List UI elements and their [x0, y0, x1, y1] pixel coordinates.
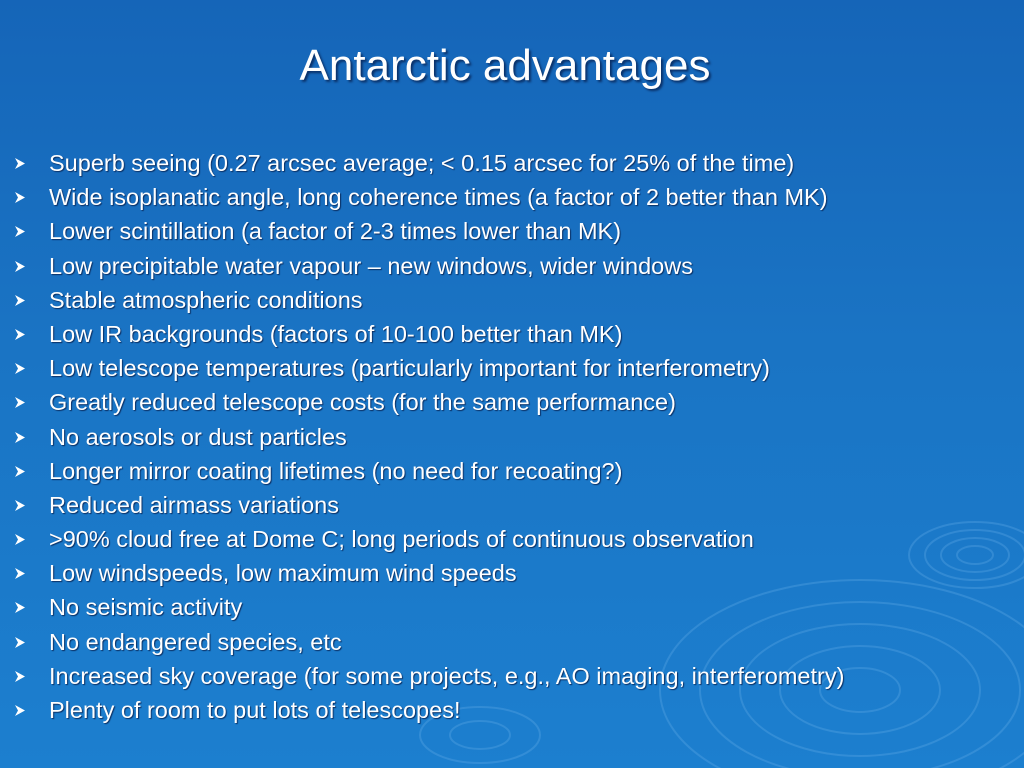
arrowhead-bullet-icon — [14, 146, 28, 180]
bullet-item — [14, 180, 1018, 214]
bullet-item — [14, 590, 1018, 624]
bullet-text: Greatly reduced telescope costs (for the same performance) — [49, 389, 676, 416]
bullet-text: Reduced airmass variations — [49, 491, 339, 518]
bullet-text: Low IR backgrounds (factors of 10-100 better than MK) — [49, 320, 623, 347]
arrowhead-bullet-icon — [14, 522, 28, 556]
bullet-item — [14, 693, 1018, 727]
bullet-list — [14, 146, 1018, 727]
arrowhead-bullet-icon — [14, 625, 28, 659]
bullet-text: No aerosols or dust particles — [49, 423, 347, 450]
arrowhead-bullet-icon — [14, 385, 28, 419]
arrowhead-bullet-icon — [14, 317, 28, 351]
bullet-text: Lower scintillation (a factor of 2-3 times lower than MK) — [49, 218, 622, 245]
bullet-text: No endangered species, etc — [49, 628, 342, 655]
bullet-item — [14, 351, 1018, 385]
bullet-text: Longer mirror coating lifetimes (no need for recoating?) — [49, 457, 623, 484]
bullet-item — [14, 625, 1018, 659]
bullet-text: Wide isoplanatic angle, long coherence times (a factor of 2 better than MK) — [49, 184, 828, 211]
arrowhead-bullet-icon — [14, 659, 28, 693]
bullet-item — [14, 659, 1018, 693]
arrowhead-bullet-icon — [14, 180, 28, 214]
arrowhead-bullet-icon — [14, 249, 28, 283]
bullet-text: >90% cloud free at Dome C; long periods of continuous observation — [49, 526, 754, 553]
bullet-text: Low precipitable water vapour – new windows, wider windows — [49, 252, 693, 279]
bullet-text: Increased sky coverage (for some projects, e.g., AO imaging, interferometry) — [49, 662, 845, 689]
bullet-item — [14, 283, 1018, 317]
bullet-item — [14, 385, 1018, 419]
arrowhead-bullet-icon — [14, 556, 28, 590]
bullet-item — [14, 214, 1018, 248]
bullet-text: Low telescope temperatures (particularly important for interferometry) — [49, 355, 770, 382]
bullet-text: Plenty of room to put lots of telescopes! — [49, 697, 461, 723]
bullet-item — [14, 522, 1018, 556]
arrowhead-bullet-icon — [14, 351, 28, 385]
bullet-item — [14, 317, 1018, 351]
arrowhead-bullet-icon — [14, 214, 28, 248]
bullet-item — [14, 488, 1018, 522]
bullet-item — [14, 420, 1018, 454]
bullet-item — [14, 556, 1018, 590]
bullet-item — [14, 146, 1018, 180]
arrowhead-bullet-icon — [14, 693, 28, 727]
slide-title: Antarctic advantages — [299, 41, 711, 90]
arrowhead-bullet-icon — [14, 454, 28, 488]
arrowhead-bullet-icon — [14, 488, 28, 522]
bullet-item — [14, 249, 1018, 283]
bullet-text: Superb seeing (0.27 arcsec average; < 0.15 arcsec for 25% of the time) — [49, 150, 795, 176]
arrowhead-bullet-icon — [14, 590, 28, 624]
arrowhead-bullet-icon — [14, 420, 28, 454]
bullet-text: Stable atmospheric conditions — [49, 286, 363, 313]
arrowhead-bullet-icon — [14, 283, 28, 317]
bullet-text: No seismic activity — [49, 594, 243, 621]
bullet-text: Low windspeeds, low maximum wind speeds — [49, 560, 517, 587]
bullet-item — [14, 454, 1018, 488]
